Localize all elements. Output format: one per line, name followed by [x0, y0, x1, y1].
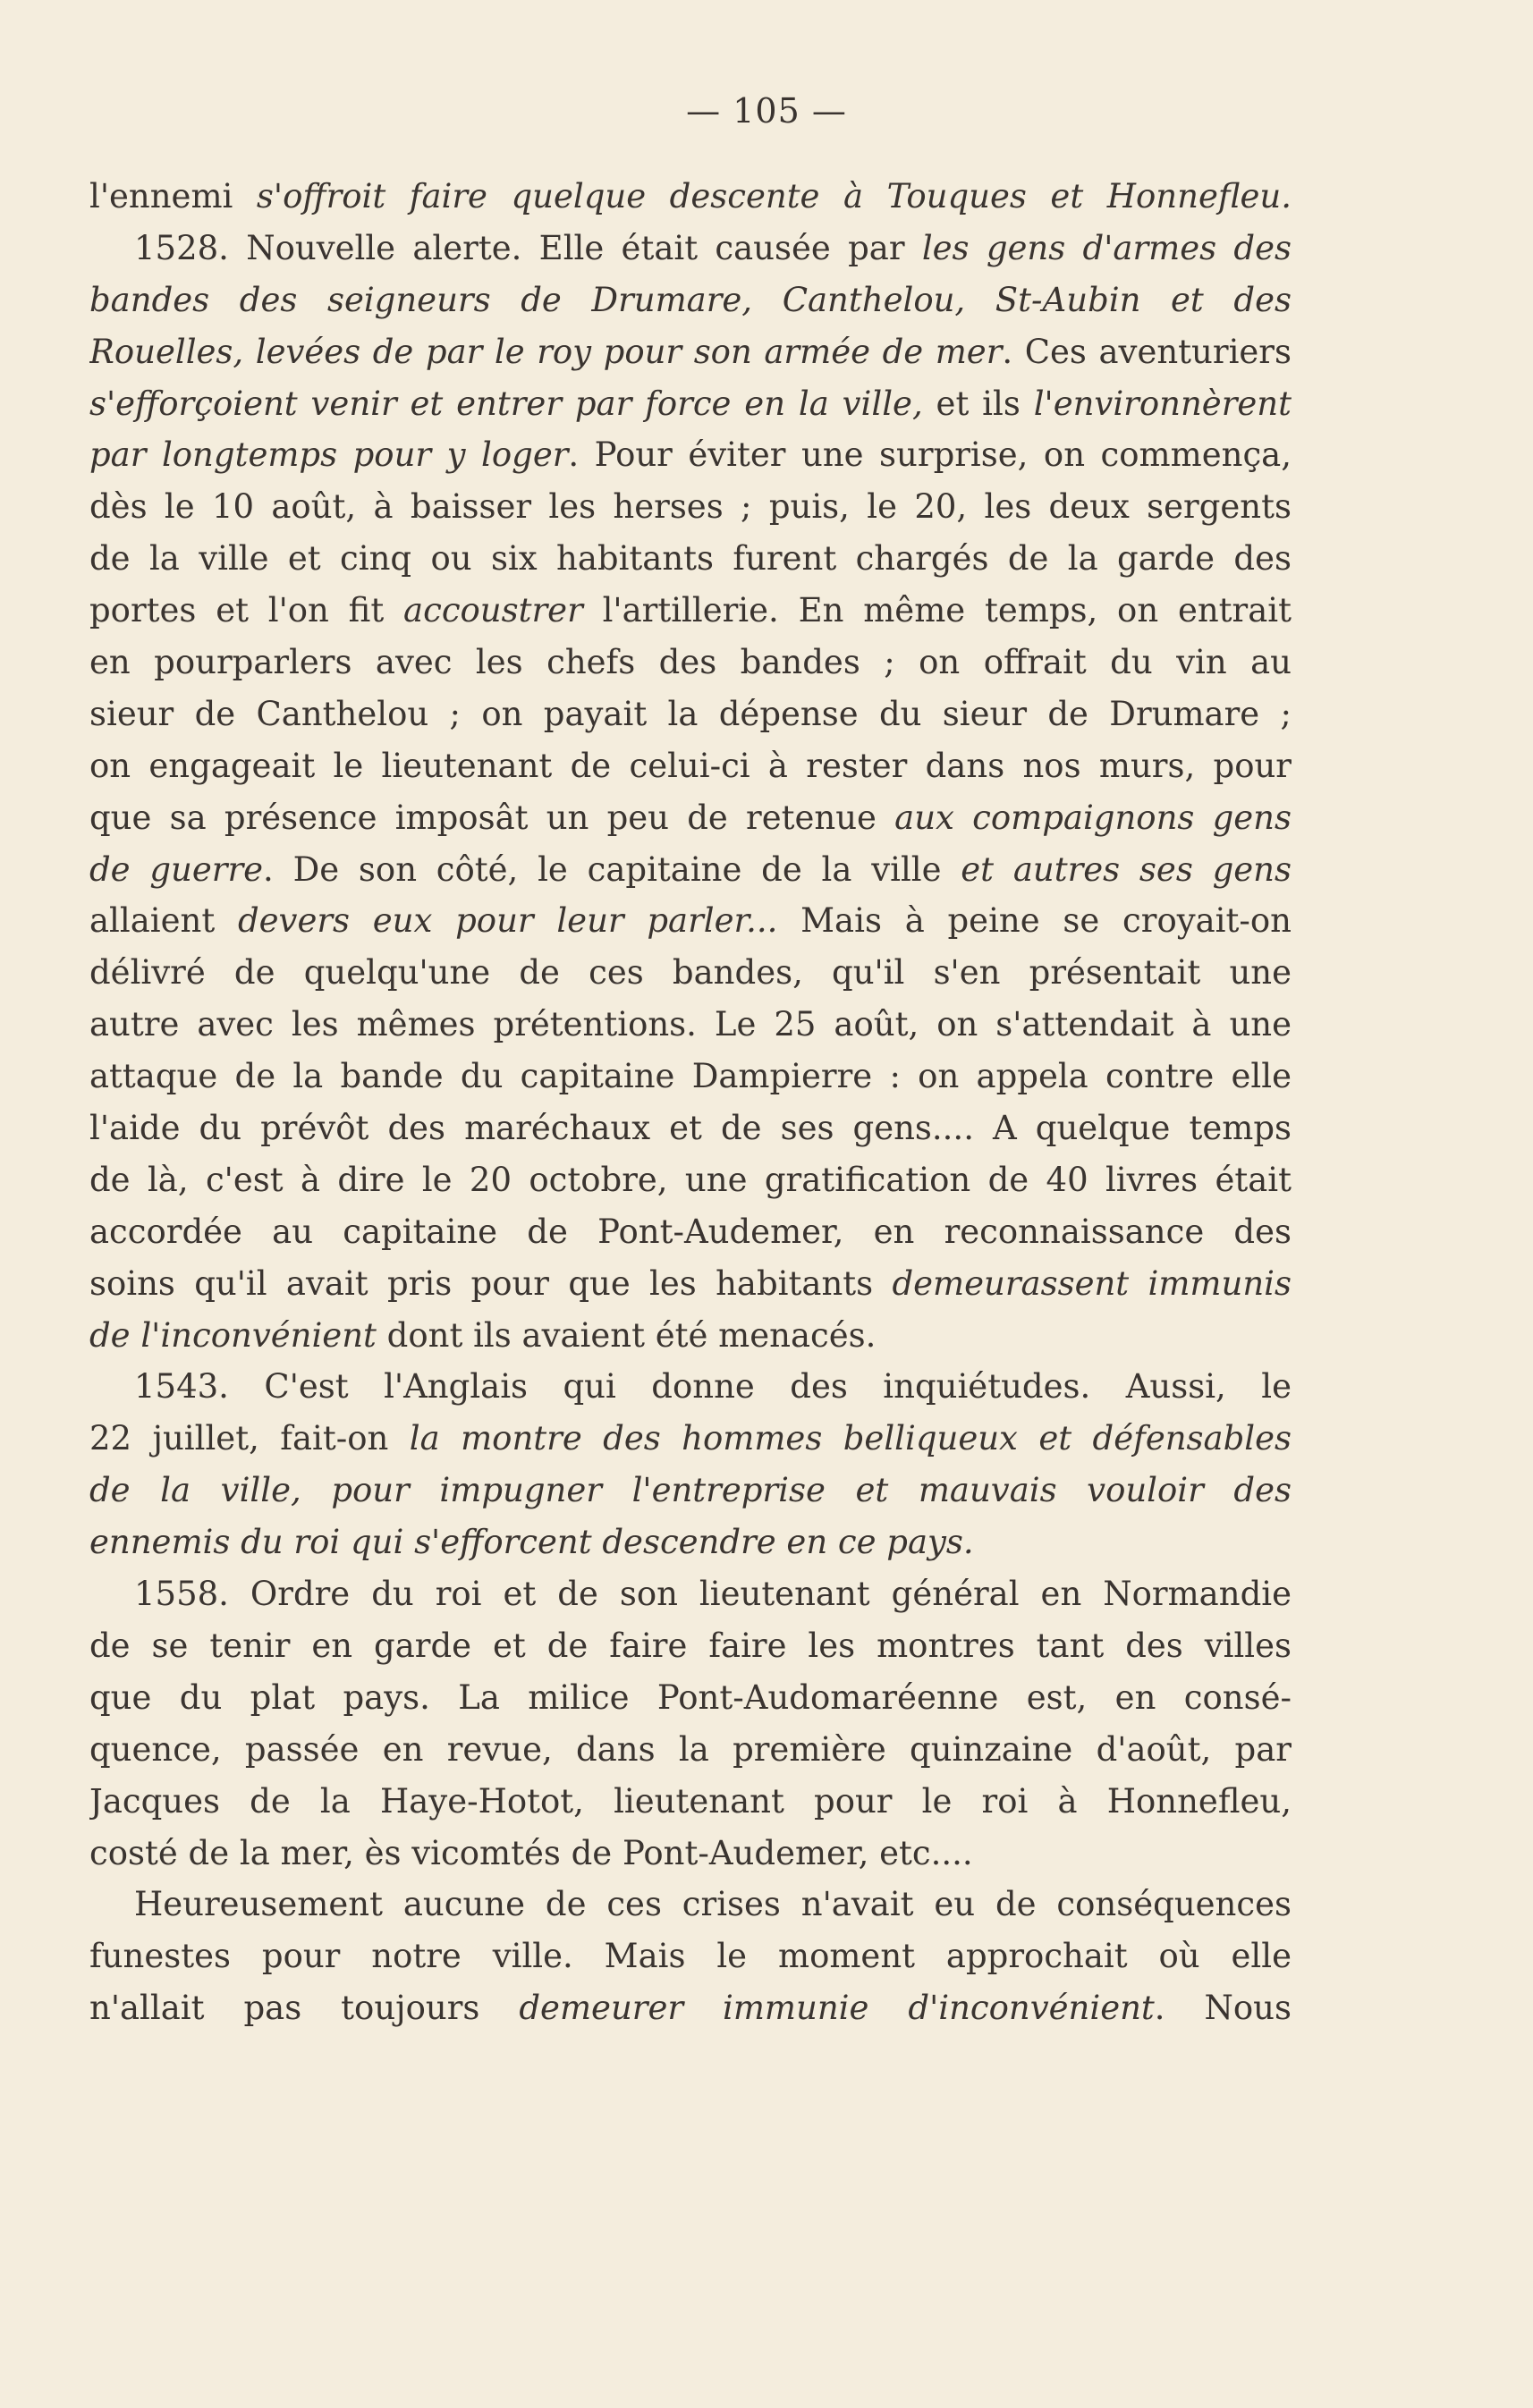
italic-text: de la ville, pour impugner l'entreprise et mauvais vouloir des [89, 1471, 1292, 1510]
text-line [89, 637, 1292, 689]
text-line [89, 275, 1292, 326]
text-line [89, 481, 1292, 533]
text-segment: autre avec les mêmes prétentions. Le 25 août, on s'attendait à une [89, 1005, 1292, 1044]
text-line [89, 947, 1292, 999]
text-segment: et ils [922, 384, 1034, 423]
text-segment: délivré de quelqu'une de ces bandes, qu'il s'en présentait une [89, 953, 1292, 993]
text-line [89, 1361, 1292, 1413]
text-line [89, 1103, 1292, 1154]
text-line [89, 999, 1292, 1051]
text-segment: sieur de Canthelou ; on payait la dépense du sieur de Drumare ; [89, 694, 1292, 733]
text-line [89, 1828, 1292, 1880]
text-segment: l'artillerie. En même temps, on entrait [582, 591, 1292, 630]
italic-text: les gens d'armes des [921, 228, 1292, 267]
italic-text: l'environnèrent [1033, 384, 1292, 423]
text-segment: 1558. Ordre du roi et de son lieutenant général en Normandie [134, 1575, 1292, 1614]
body-text [89, 171, 1292, 2034]
text-line [89, 1879, 1292, 1931]
text-line [89, 1310, 1292, 1362]
italic-text: la montre des hommes belliqueux et défensables [409, 1419, 1292, 1458]
italic-text: ennemis du roi qui s'efforcent descendre en ce pays. [89, 1523, 974, 1562]
text-line [89, 1413, 1292, 1465]
text-line [89, 1982, 1292, 2034]
text-line [89, 1517, 1292, 1568]
italic-text: aux compaignons gens [894, 798, 1292, 837]
text-line [89, 1051, 1292, 1103]
text-segment: Jacques de la Haye-Hotot, lieutenant pour le roi à Honnefleu, [89, 1781, 1292, 1821]
text-segment: soins qu'il avait pris pour que les habitants [89, 1263, 893, 1303]
text-segment: . Ces aventuriers [1002, 332, 1292, 371]
text-segment: . Nous [1154, 1989, 1292, 2028]
text-segment: 22 juillet, fait-on [89, 1419, 410, 1458]
text-line [89, 740, 1292, 792]
italic-text: de guerre [89, 849, 264, 889]
text-segment: que du plat pays. La milice Pont-Audomaréenne est, en consé- [89, 1677, 1292, 1717]
text-line [89, 326, 1292, 378]
text-line [89, 585, 1292, 637]
italic-text: s'offroit faire quelque descente à Touques et Honnefleu. [256, 177, 1292, 215]
text-segment: de là, c'est à dire le 20 octobre, une gratification de 40 livres était [89, 1160, 1292, 1199]
text-segment: 1543. C'est l'Anglais qui donne des inquiétudes. Aussi, le [134, 1367, 1292, 1407]
text-segment: l'ennemi [89, 177, 257, 215]
italic-text: s'efforçoient venir et entrer par force en la ville, [89, 384, 923, 423]
text-segment: dès le 10 août, à baisser les herses ; puis, le 20, les deux sergents [89, 487, 1292, 527]
italic-text: devers eux pour leur parler... [237, 901, 778, 941]
text-line [89, 1724, 1292, 1776]
text-line [89, 1154, 1292, 1206]
text-segment: l'aide du prévôt des maréchaux et de ses gens.... A quelque temps [89, 1109, 1292, 1148]
text-line [89, 792, 1292, 844]
italic-text: bandes des seigneurs de Drumare, Canthelou, St-Aubin et des [89, 280, 1292, 319]
page-number: — 105 — [686, 91, 847, 131]
text-segment: attaque de la bande du capitaine Dampierre : on appela contre elle [89, 1057, 1292, 1096]
italic-text: et autres ses gens [961, 849, 1292, 889]
text-segment: . Pour éviter une surprise, on commença, [568, 435, 1292, 475]
text-segment: allaient [89, 901, 238, 941]
text-segment: accordée au capitaine de Pont-Audemer, en reconnaissance des [89, 1212, 1292, 1251]
text-segment: costé de la mer, ès vicomtés de Pont-Audemer, etc.... [89, 1833, 973, 1872]
italic-text: demeurassent immunis [892, 1263, 1292, 1303]
text-segment: funestes pour notre ville. Mais le moment approchait où elle [89, 1937, 1292, 1976]
text-line [89, 533, 1292, 585]
italic-text: par longtemps pour y loger [89, 435, 569, 475]
italic-text: de l'inconvénient [89, 1315, 377, 1355]
text-line [89, 1568, 1292, 1620]
text-segment: dont ils avaient été menacés. [376, 1315, 877, 1355]
text-segment: Heureusement aucune de ces crises n'avait eu de conséquences [134, 1885, 1292, 1924]
text-line [89, 844, 1292, 896]
text-line [89, 223, 1292, 275]
text-line [89, 895, 1292, 947]
text-segment: . De son côté, le capitaine de la ville [263, 849, 961, 889]
italic-text: Rouelles, levées de par le roy pour son armée de mer [89, 332, 1003, 371]
text-line [89, 1672, 1292, 1724]
text-segment: Mais à peine se croyait-on [777, 901, 1292, 941]
text-segment: portes et l'on fit [89, 591, 404, 630]
text-line [89, 1258, 1292, 1310]
text-segment: de la ville et cinq ou six habitants furent chargés de la garde des [89, 539, 1292, 579]
text-line [89, 378, 1292, 430]
italic-text: accoustrer [403, 591, 583, 630]
text-segment: de se tenir en garde et de faire faire les montres tant des villes [89, 1626, 1292, 1665]
text-line [89, 1206, 1292, 1258]
text-line [89, 1465, 1292, 1517]
text-line [89, 429, 1292, 481]
text-line [89, 171, 1292, 223]
text-segment: 1528. Nouvelle alerte. Elle était causée par [134, 228, 922, 267]
text-segment: on engageait le lieutenant de celui-ci à rester dans nos murs, pour [89, 746, 1292, 785]
text-segment: en pourparlers avec les chefs des bandes ; on offrait du vin au [89, 643, 1292, 682]
text-segment: quence, passée en revue, dans la première quinzaine d'août, par [89, 1729, 1292, 1769]
text-line [89, 1776, 1292, 1828]
text-segment: que sa présence imposât un peu de retenue [89, 798, 895, 837]
text-segment: n'allait pas toujours [89, 1989, 520, 2028]
text-line [89, 689, 1292, 740]
italic-text: demeurer immunie d'inconvénient [519, 1989, 1155, 2028]
text-line [89, 1620, 1292, 1672]
text-line [89, 1931, 1292, 1982]
